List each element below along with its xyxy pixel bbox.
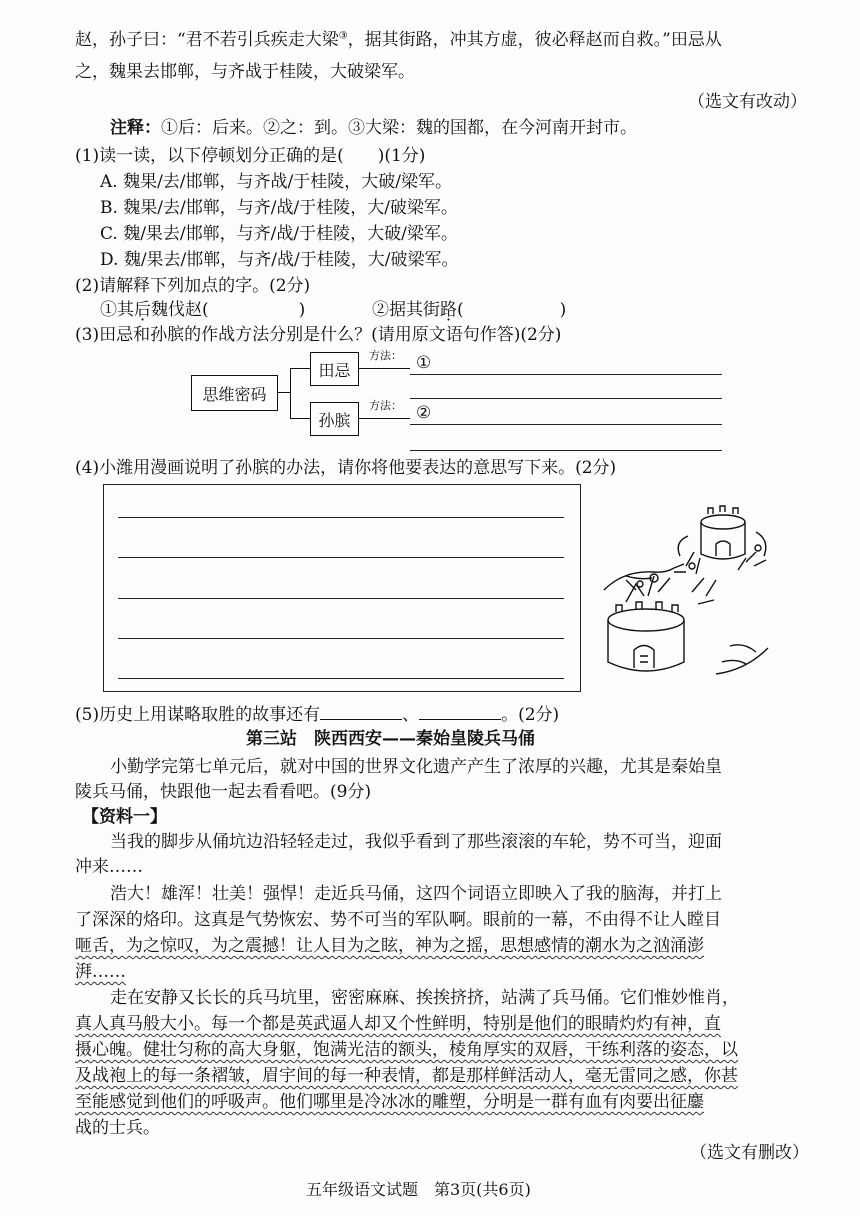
q4-answer-box[interactable]: [103, 484, 581, 692]
station3-source: （选文有删改）: [690, 1143, 809, 1163]
mindmap-connector: [290, 368, 291, 418]
q5-blank-2[interactable]: [419, 701, 501, 720]
dotted-char: 路: [440, 300, 457, 320]
para2-line2: 了深深的烙印。这真是气势恢宏、势不可当的军队啊。眼前的一幕，不由得不让人瞠目: [75, 910, 721, 930]
q1-option-b[interactable]: B. 魏果/去/邯郸，与齐/战/于桂陵，大/破梁军。: [100, 198, 458, 218]
station3-title: 第三站 陕西西安——秦始皇陵兵马俑: [246, 729, 535, 749]
method-label-1: 方法：: [369, 349, 402, 362]
mindmap-root: 思维密码: [191, 375, 278, 411]
passage-line-1: 赵，孙子曰：“君不若引兵疾走大梁③，据其街路，冲其方虚，彼必释赵而自救。”田忌从: [75, 30, 722, 50]
mindmap-connector: [278, 392, 290, 393]
q5-blank-1[interactable]: [320, 701, 402, 720]
para2-line1: 浩大！雄浑！壮美！强悍！走近兵马俑，这四个词语立即映入了我的脑海，并打上: [110, 884, 722, 904]
q2-item-2: ②据其街路( ): [372, 300, 567, 320]
q5-stem: (5)历史上用谋略取胜的故事还有 、 。(2分): [75, 701, 559, 727]
mindmap-connector: [290, 418, 310, 419]
q1-option-c[interactable]: C. 魏/果去/邯郸，与齐/战/于桂陵，大破/梁军。: [100, 224, 458, 244]
para1-line2: 冲来……: [75, 857, 143, 877]
para2-line4: 湃……: [75, 962, 126, 982]
q1-stem: (1)读一读，以下停顿划分正确的是( )(1分): [75, 146, 426, 166]
answer-line: [118, 678, 564, 679]
para3-line6: 战的士兵。: [75, 1118, 160, 1138]
method-num-2: ②: [416, 403, 432, 423]
notes-label: 注释：: [110, 118, 161, 138]
answer-line[interactable]: [410, 398, 722, 399]
answer-line: [118, 557, 564, 558]
mindmap-connector: [358, 368, 410, 369]
mindmap-branch-tianji: 田忌: [310, 352, 359, 386]
station3-intro-2: 陵兵马俑，快跟他一起去看看吧。(9分): [75, 782, 372, 802]
dotted-char: 后: [134, 300, 151, 320]
q4-stem: (4)小潍用漫画说明了孙膑的办法，请你将他要表达的意思写下来。(2分): [75, 458, 617, 478]
station3-intro-1: 小勤学完第七单元后，就对中国的世界文化遗产产生了浓厚的兴趣，尤其是秦始皇: [110, 757, 722, 777]
answer-line[interactable]: [410, 424, 722, 425]
answer-line[interactable]: [410, 450, 722, 451]
passage-line-2: 之，魏果去邯郸，与齐战于桂陵，大破梁军。: [75, 62, 415, 82]
answer-line: [118, 598, 564, 599]
answer-line: [118, 517, 564, 518]
q3-stem: (3)田忌和孙膑的作战方法分别是什么？(请用原文语句作答)(2分): [75, 325, 562, 345]
para1-line1: 当我的脚步从俑坑边沿轻轻走过，我似乎看到了那些滚滚的车轮，势不可当，迎面: [110, 832, 722, 852]
q1-option-a[interactable]: A. 魏果/去/邯郸，与齐战/于桂陵，大破/梁军。: [100, 172, 452, 192]
answer-line: [118, 638, 564, 639]
method-label-2: 方法：: [369, 399, 402, 412]
answer-line[interactable]: [410, 374, 722, 375]
method-num-1: ①: [416, 353, 432, 373]
mindmap-connector: [358, 418, 410, 419]
passage-source: （选文有改动）: [688, 92, 807, 112]
page-footer: 五年级语文试题 第3页(共6页): [306, 1180, 531, 1199]
para3-line3: 摄心魄。健壮匀称的高大身躯，饱满光洁的额头，棱角厚实的双唇，干练利落的姿态，以: [75, 1040, 738, 1060]
mindmap-branch-sunbin: 孙膑: [310, 402, 359, 436]
q2-item-1: ①其后魏伐赵( ): [100, 300, 306, 320]
mindmap-connector: [290, 368, 310, 369]
material-1-title: 【资料一】: [82, 807, 167, 827]
cartoon-illustration: [596, 492, 786, 682]
para3-line5: 至能感觉到他们的呼吸声。他们哪里是冷冰冰的雕塑，分明是一群有血有肉要出征鏖: [75, 1092, 704, 1112]
q1-option-d[interactable]: D. 魏/果去/邯郸，与齐/战/于桂陵，大/破梁军。: [100, 250, 459, 270]
q2-stem: (2)请解释下列加点的字。(2分): [75, 276, 311, 296]
para2-line3: 咂舌，为之惊叹，为之震撼！让人目为之眩，神为之摇，思想感情的潮水为之汹涌澎: [75, 936, 704, 956]
para3-line1: 走在安静又长长的兵马坑里，密密麻麻、挨挨挤挤，站满了兵马俑。它们惟妙惟肖，: [110, 988, 739, 1008]
notes: 注释：①后：后来。②之：到。③大梁：魏的国都，在今河南开封市。: [110, 118, 637, 138]
para3-line2: 真人真马般大小。每一个都是英武逼人却又个性鲜明，特别是他们的眼睛灼灼有神，直: [75, 1014, 721, 1034]
para3-line4: 及战袍上的每一条褶皱，眉宇间的每一种表情，都是那样鲜活动人，毫无雷同之感，你甚: [75, 1066, 738, 1086]
